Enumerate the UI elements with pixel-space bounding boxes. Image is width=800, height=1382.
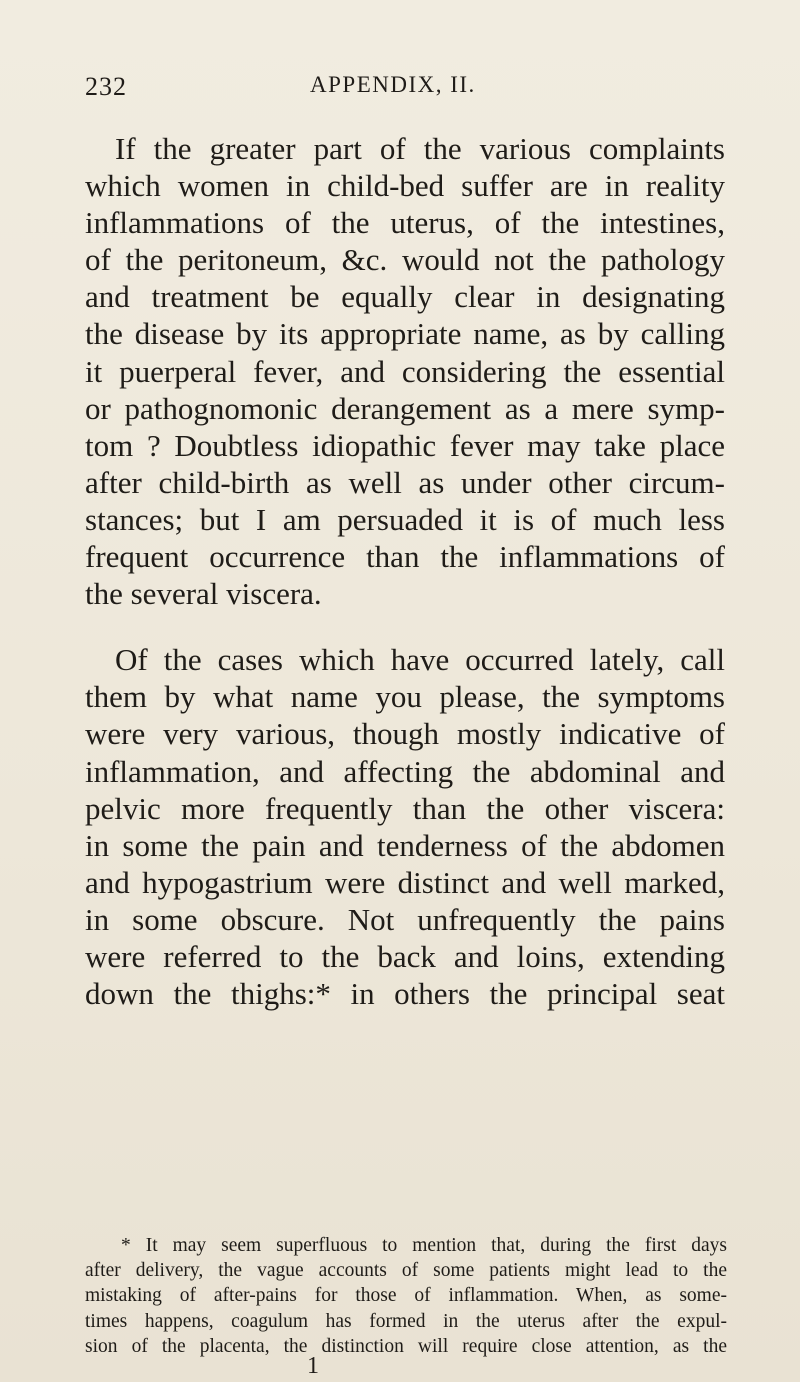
text-line: in some obscure. Not unfrequently the pains <box>85 901 725 937</box>
text-line: inflammations of the uterus, of the intestines, <box>85 205 725 241</box>
body-text <box>85 130 725 1012</box>
page-number: 232 <box>85 72 127 101</box>
text-line: which women in child-bed suffer are in reality <box>85 168 725 204</box>
text-line: the disease by its appropriate name, as by calling <box>85 316 725 352</box>
text-line: frequent occurrence than the inflammations of <box>85 539 725 575</box>
text-line: or pathognomonic derangement as a mere symp- <box>85 390 725 426</box>
text-line: inflammation, and affecting the abdominal and <box>85 753 725 789</box>
text-line: them by what name you please, the symptoms <box>85 679 725 715</box>
running-head: APPENDIX, II. <box>310 72 476 97</box>
text-line: were referred to the back and loins, extending <box>85 938 725 974</box>
footnote-line: sion of the placenta, the distinction will require close attention, as the <box>85 1335 727 1357</box>
text-line: in some the pain and tenderness of the abdomen <box>85 827 725 863</box>
text-line: after child-birth as well as under other circum- <box>85 464 725 500</box>
page-header <box>85 72 725 108</box>
text-line: were very various, though mostly indicative of <box>85 716 725 752</box>
text-line: tom ? Doubtless idiopathic fever may take place <box>85 427 725 463</box>
text-line: the several viscera. <box>85 576 322 612</box>
footnote-line: times happens, coagulum has formed in the uterus after the expul- <box>85 1310 727 1332</box>
text-line: Of the cases which have occurred lately, call <box>115 642 725 678</box>
text-line: and treatment be equally clear in designating <box>85 279 725 315</box>
footnote-line: * It may seem superfluous to mention that, during the first days <box>121 1235 727 1256</box>
paragraph-2 <box>85 641 725 1012</box>
text-line: down the thighs:* in others the principal seat <box>85 976 725 1012</box>
footnote-line: after delivery, the vague accounts of some patients might lead to the <box>85 1260 727 1282</box>
text-line: of the peritoneum, &c. would not the pathology <box>85 242 725 278</box>
text-line: and hypogastrium were distinct and well marked, <box>85 864 725 900</box>
paragraph-1 <box>85 130 725 612</box>
text-line: If the greater part of the various complaints <box>115 131 725 166</box>
text-line: pelvic more frequently than the other viscera: <box>85 790 725 826</box>
footnote <box>85 1233 727 1359</box>
signature-mark: 1 <box>307 1353 319 1379</box>
text-line: stances; but I am persuaded it is of much less <box>85 501 725 537</box>
text-line: it puerperal fever, and considering the essential <box>85 353 725 389</box>
footnote-line: mistaking of after-pains for those of inflammation. When, as some- <box>85 1285 727 1307</box>
